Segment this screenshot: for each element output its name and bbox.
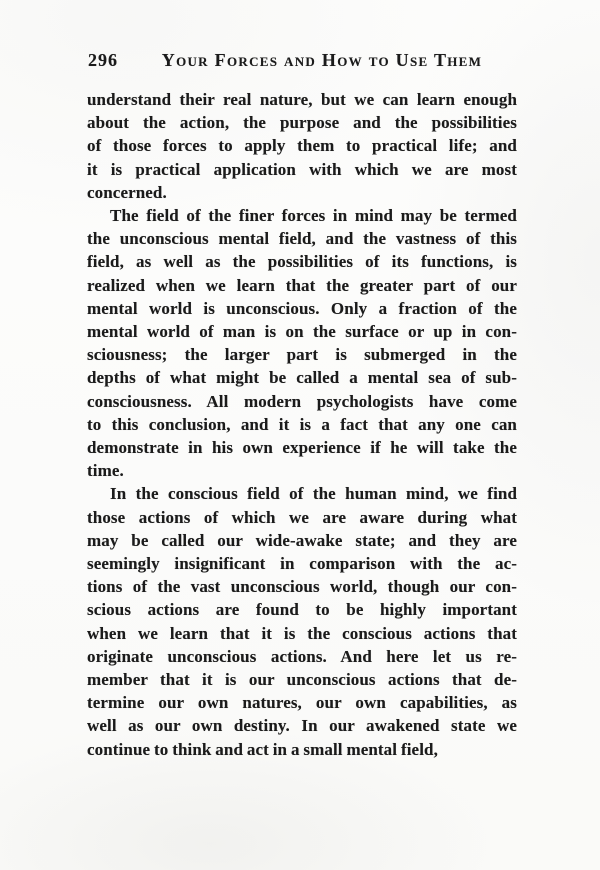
text-line: member that it is our unconscious actions that de- <box>87 670 517 690</box>
text-line: when we learn that it is the conscious actions that <box>87 623 517 643</box>
text-line: termine our own natures, our own capabilities, as <box>87 693 517 713</box>
text-line: those actions of which we are aware during what <box>87 507 517 527</box>
running-header <box>88 50 518 70</box>
text-line: In the conscious field of the human mind, we find <box>110 484 517 504</box>
running-header-title: Your Forces and How to Use Them <box>161 50 483 70</box>
text-line: depths of what might be called a mental sea of sub- <box>87 368 517 388</box>
text-line: field, as well as the possibilities of its functions, is <box>87 252 517 272</box>
text-line: demonstrate in his own experience if he will take the <box>87 438 517 458</box>
paragraph-3 <box>87 482 517 760</box>
text-line: well as our own destiny. In our awakened state we <box>87 716 517 736</box>
text-line: it is practical application with which we are most <box>87 159 517 179</box>
text-line: concerned. <box>87 182 167 202</box>
text-line: about the action, the purpose and the possibilities <box>87 113 517 133</box>
paragraph-2 <box>87 204 517 482</box>
text-line: mental world of man is on the surface or up in con- <box>87 322 517 342</box>
text-line: to this conclusion, and it is a fact that any one can <box>87 414 517 434</box>
text-line: may be called our wide-awake state; and they are <box>87 530 517 550</box>
text-line: scious actions are found to be highly important <box>87 600 517 620</box>
text-line: realized when we learn that the greater part of our <box>87 275 517 295</box>
text-line: the unconscious mental field, and the vastness of this <box>87 229 517 249</box>
text-line: of those forces to apply them to practical life; and <box>87 136 517 156</box>
text-line: seemingly insignificant in comparison with the ac- <box>87 554 517 574</box>
page-text <box>87 88 517 761</box>
paragraph-1 <box>87 88 517 204</box>
text-line: originate unconscious actions. And here let us re- <box>87 646 517 666</box>
text-line: time. <box>87 461 124 481</box>
text-line: mental world is unconscious. Only a fraction of the <box>87 298 517 318</box>
text-line: The field of the finer forces in mind may be termed <box>110 206 517 226</box>
text-line: understand their real nature, but we can learn enough <box>87 90 517 109</box>
text-line: continue to think and act in a small mental field, <box>87 739 438 759</box>
text-line: sciousness; the larger part is submerged in the <box>87 345 517 365</box>
text-line: tions of the vast unconscious world, though our con- <box>87 577 517 597</box>
text-line: consciousness. All modern psychologists have come <box>87 391 517 411</box>
page-number: 296 <box>88 50 118 70</box>
